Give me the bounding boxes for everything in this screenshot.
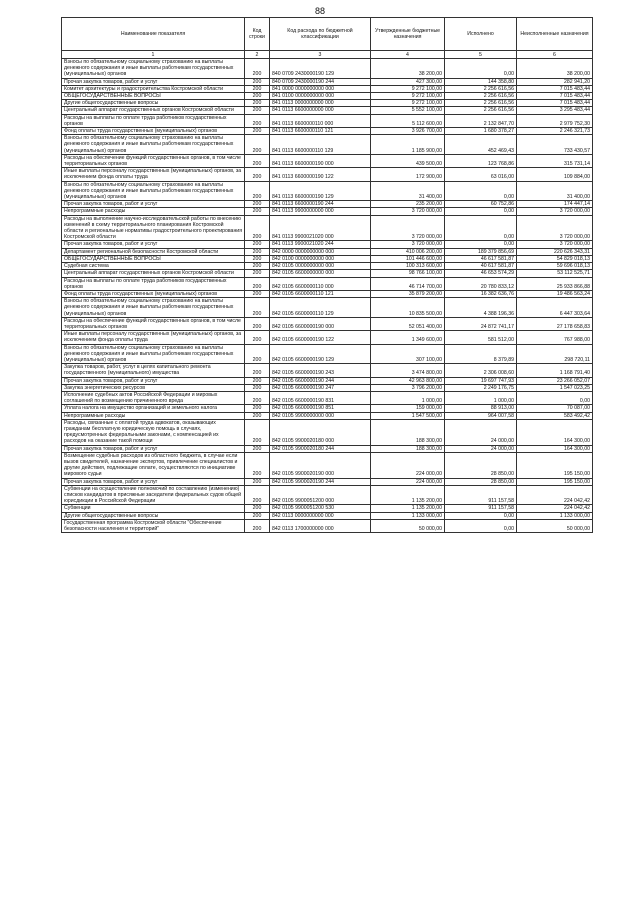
row-approved: 3 926 700,00 bbox=[371, 128, 445, 135]
row-unexecuted: 298 720,11 bbox=[517, 344, 593, 364]
row-unexecuted: 59 696 018,13 bbox=[517, 263, 593, 270]
row-executed: 0,00 bbox=[445, 519, 517, 532]
row-approved: 98 766 100,00 bbox=[371, 270, 445, 277]
table-row bbox=[62, 128, 593, 135]
row-classification-code: 842 0105 6600000190 243 bbox=[270, 364, 371, 377]
row-name: Прочая закупка товаров, работ и услуг bbox=[62, 201, 245, 208]
row-unexecuted: 2 979 752,30 bbox=[517, 114, 593, 127]
table-row bbox=[62, 364, 593, 377]
row-unexecuted: 174 447,14 bbox=[517, 201, 593, 208]
table-row bbox=[62, 391, 593, 404]
row-classification-code: 841 0113 6600000110 000 bbox=[270, 114, 371, 127]
row-executed: 1 000,00 bbox=[445, 391, 517, 404]
row-name: Взносы по обязательному социальному страхованию на выплаты денежного содержания и иные выплаты работникам государственных (муниципальных) органов bbox=[62, 181, 245, 201]
row-executed: 2 256 616,56 bbox=[445, 85, 517, 92]
table-row bbox=[62, 154, 593, 167]
row-executed: 24 000,00 bbox=[445, 445, 517, 452]
table-row bbox=[62, 168, 593, 181]
row-classification-code: 841 0113 0000000000 000 bbox=[270, 100, 371, 107]
table-row bbox=[62, 478, 593, 485]
row-line-code: 200 bbox=[245, 384, 270, 391]
row-classification-code: 840 0709 2430000190 244 bbox=[270, 78, 371, 85]
row-name: Непрограммные расходы bbox=[62, 208, 245, 215]
row-classification-code: 841 0113 9900000000 000 bbox=[270, 208, 371, 215]
row-line-code: 200 bbox=[245, 505, 270, 512]
row-unexecuted: 19 486 563,24 bbox=[517, 290, 593, 297]
header-number-4: 4 bbox=[371, 51, 445, 59]
table-row bbox=[62, 201, 593, 208]
row-unexecuted: 70 087,00 bbox=[517, 405, 593, 412]
row-executed: 2 256 616,56 bbox=[445, 100, 517, 107]
header-number-6: 6 bbox=[517, 51, 593, 59]
row-executed: 40 617 581,87 bbox=[445, 263, 517, 270]
row-classification-code: 840 0709 2430000190 129 bbox=[270, 59, 371, 79]
row-classification-code: 842 0105 9900000000 000 bbox=[270, 412, 371, 419]
row-line-code: 200 bbox=[245, 201, 270, 208]
page-number: 88 bbox=[314, 6, 325, 16]
row-unexecuted: 3 720 000,00 bbox=[517, 208, 593, 215]
row-executed: 0,00 bbox=[445, 59, 517, 79]
row-name: Прочая закупка товаров, работ и услуг bbox=[62, 377, 245, 384]
row-classification-code: 841 0100 0000000000 000 bbox=[270, 93, 371, 100]
table-row bbox=[62, 114, 593, 127]
row-approved: 1 135 200,00 bbox=[371, 505, 445, 512]
row-classification-code: 842 0113 0000000000 000 bbox=[270, 512, 371, 519]
row-line-code: 200 bbox=[245, 277, 270, 290]
row-name: Судебная система bbox=[62, 263, 245, 270]
table-row bbox=[62, 263, 593, 270]
row-classification-code: 842 0105 6600000190 000 bbox=[270, 317, 371, 330]
row-name: Исполнение судебных актов Российской Федерации и мировых соглашений по возмещению причиненного вреда bbox=[62, 391, 245, 404]
table-row bbox=[62, 135, 593, 155]
row-classification-code: 841 0113 6600000110 121 bbox=[270, 128, 371, 135]
table-row bbox=[62, 290, 593, 297]
row-approved: 172 900,00 bbox=[371, 168, 445, 181]
row-executed: 60 752,86 bbox=[445, 201, 517, 208]
row-unexecuted: 195 150,00 bbox=[517, 452, 593, 478]
row-approved: 100 313 600,00 bbox=[371, 263, 445, 270]
table-row bbox=[62, 452, 593, 478]
row-name: Расходы на выплаты по оплате труда работников государственных органов bbox=[62, 114, 245, 127]
row-classification-code: 842 0105 6600000190 831 bbox=[270, 391, 371, 404]
row-executed: 46 617 581,87 bbox=[445, 255, 517, 262]
row-unexecuted: 733 430,57 bbox=[517, 135, 593, 155]
row-executed: 0,00 bbox=[445, 512, 517, 519]
row-classification-code: 841 0113 9900021020 244 bbox=[270, 241, 371, 248]
row-approved: 235 200,00 bbox=[371, 201, 445, 208]
row-approved: 439 500,00 bbox=[371, 154, 445, 167]
row-executed: 0,00 bbox=[445, 181, 517, 201]
row-name: Иные выплаты персоналу государственных (муниципальных) органов, за исключением фонда оплаты труда bbox=[62, 168, 245, 181]
row-unexecuted: 38 200,00 bbox=[517, 59, 593, 79]
row-name: Департамент региональной безопасности Костромской области bbox=[62, 248, 245, 255]
row-unexecuted: 7 015 483,44 bbox=[517, 93, 593, 100]
row-line-code: 200 bbox=[245, 452, 270, 478]
row-executed: 4 388 196,36 bbox=[445, 298, 517, 318]
table-row bbox=[62, 505, 593, 512]
row-line-code: 200 bbox=[245, 208, 270, 215]
header-budget-classification: Код расхода по бюджетной классификации bbox=[270, 18, 371, 51]
table-row bbox=[62, 445, 593, 452]
table-row bbox=[62, 331, 593, 344]
table-row bbox=[62, 93, 593, 100]
row-line-code: 200 bbox=[245, 270, 270, 277]
row-unexecuted: 164 300,00 bbox=[517, 419, 593, 445]
row-executed: 2 249 176,75 bbox=[445, 384, 517, 391]
table-row bbox=[62, 419, 593, 445]
row-classification-code: 842 0105 6600000190 129 bbox=[270, 344, 371, 364]
row-executed: 0,00 bbox=[445, 241, 517, 248]
table-row bbox=[62, 270, 593, 277]
row-unexecuted: 1 168 791,40 bbox=[517, 364, 593, 377]
row-name: Комитет архитектуры и градостроительства Костромской области bbox=[62, 85, 245, 92]
row-unexecuted: 25 933 866,88 bbox=[517, 277, 593, 290]
row-name: Непрограммные расходы bbox=[62, 412, 245, 419]
row-unexecuted: 6 447 303,64 bbox=[517, 298, 593, 318]
row-approved: 427 300,00 bbox=[371, 78, 445, 85]
row-name: ОБЩЕГОСУДАРСТВЕННЫЕ ВОПРОСЫ bbox=[62, 93, 245, 100]
row-name: Взносы по обязательному социальному страхованию на выплаты денежного содержания и иные выплаты работникам государственных (муниципальных) органов bbox=[62, 298, 245, 318]
row-name: Закупка товаров, работ, услуг в целях капитального ремонта государственного (муниципального) имущества bbox=[62, 364, 245, 377]
row-approved: 1 185 900,00 bbox=[371, 135, 445, 155]
row-line-code: 200 bbox=[245, 241, 270, 248]
row-unexecuted: 583 492,42 bbox=[517, 412, 593, 419]
row-executed: 2 256 616,56 bbox=[445, 107, 517, 114]
row-unexecuted: 224 042,42 bbox=[517, 505, 593, 512]
table-row bbox=[62, 248, 593, 255]
row-classification-code: 842 0105 6600000190 247 bbox=[270, 384, 371, 391]
row-unexecuted: 27 178 658,83 bbox=[517, 317, 593, 330]
row-approved: 1 000,00 bbox=[371, 391, 445, 404]
header-executed: Исполнено bbox=[445, 18, 517, 51]
row-name: Центральный аппарат государственных органов Костромской области bbox=[62, 107, 245, 114]
row-name: Закупка энергетических ресурсов bbox=[62, 384, 245, 391]
row-unexecuted: 315 731,14 bbox=[517, 154, 593, 167]
row-name: Расходы на обеспечение функций государственных органов, в том числе территориальных органов bbox=[62, 317, 245, 330]
row-classification-code: 841 0113 6600000190 244 bbox=[270, 201, 371, 208]
row-name: Субвенции на осуществление полномочий по составлению (изменению) списков кандидатов в присяжные заседатели федеральных судов общей юрисдикции в Российской Федерации bbox=[62, 485, 245, 505]
row-approved: 410 006 200,00 bbox=[371, 248, 445, 255]
row-approved: 3 796 200,00 bbox=[371, 384, 445, 391]
row-unexecuted: 1 133 000,00 bbox=[517, 512, 593, 519]
row-name: Взносы по обязательному социальному страхованию на выплаты денежного содержания и иные выплаты работникам государственных (муниципальных) органов bbox=[62, 344, 245, 364]
row-approved: 3 474 800,00 bbox=[371, 364, 445, 377]
row-approved: 46 714 700,00 bbox=[371, 277, 445, 290]
row-line-code: 200 bbox=[245, 405, 270, 412]
row-unexecuted: 7 015 483,44 bbox=[517, 100, 593, 107]
row-approved: 9 272 100,00 bbox=[371, 85, 445, 92]
table-row bbox=[62, 208, 593, 215]
row-classification-code: 842 0105 6600000190 851 bbox=[270, 405, 371, 412]
table-row bbox=[62, 78, 593, 85]
row-line-code: 200 bbox=[245, 100, 270, 107]
row-executed: 144 358,80 bbox=[445, 78, 517, 85]
table-row bbox=[62, 85, 593, 92]
row-line-code: 200 bbox=[245, 485, 270, 505]
row-name: Прочая закупка товаров, работ и услуг bbox=[62, 445, 245, 452]
row-classification-code: 842 0000 0000000000 000 bbox=[270, 248, 371, 255]
row-unexecuted: 53 112 525,71 bbox=[517, 270, 593, 277]
row-line-code: 200 bbox=[245, 391, 270, 404]
row-executed: 452 469,43 bbox=[445, 135, 517, 155]
row-approved: 1 135 200,00 bbox=[371, 485, 445, 505]
row-unexecuted: 50 000,00 bbox=[517, 519, 593, 532]
row-approved: 224 000,00 bbox=[371, 478, 445, 485]
row-classification-code: 842 0105 9900020190 000 bbox=[270, 452, 371, 478]
row-unexecuted: 3 295 483,44 bbox=[517, 107, 593, 114]
row-executed: 24 872 741,17 bbox=[445, 317, 517, 330]
row-classification-code: 841 0113 6600000190 122 bbox=[270, 168, 371, 181]
row-executed: 1 680 378,27 bbox=[445, 128, 517, 135]
row-line-code: 200 bbox=[245, 290, 270, 297]
row-approved: 35 879 200,00 bbox=[371, 290, 445, 297]
row-name: Расходы, связанные с оплатой труда адвокатов, оказывающих гражданам бесплатную юридическую помощь в случаях, предусмотренных федеральными законами, с компенсацией их расходов на оказание такой помощи bbox=[62, 419, 245, 445]
row-executed: 2 256 616,56 bbox=[445, 93, 517, 100]
table-row bbox=[62, 298, 593, 318]
row-classification-code: 842 0105 6600000000 000 bbox=[270, 270, 371, 277]
table-row bbox=[62, 344, 593, 364]
row-line-code: 200 bbox=[245, 168, 270, 181]
row-approved: 38 200,00 bbox=[371, 59, 445, 79]
row-executed: 16 382 636,76 bbox=[445, 290, 517, 297]
table-row bbox=[62, 512, 593, 519]
row-classification-code: 841 0113 6600000110 129 bbox=[270, 135, 371, 155]
row-line-code: 200 bbox=[245, 128, 270, 135]
row-name: Возмещение судебных расходов из областного бюджета, в случае если вызов свидетелей, назначение экспертов, привлечение специалистов и другие действия, подлежащие оплате, осуществляются по инициативе мирового судьи bbox=[62, 452, 245, 478]
row-classification-code: 842 0113 1700000000 000 bbox=[270, 519, 371, 532]
row-executed: 8 379,89 bbox=[445, 344, 517, 364]
table-row bbox=[62, 241, 593, 248]
row-line-code: 200 bbox=[245, 419, 270, 445]
table-body bbox=[62, 59, 593, 533]
row-approved: 52 051 400,00 bbox=[371, 317, 445, 330]
row-line-code: 200 bbox=[245, 364, 270, 377]
row-classification-code: 842 0105 0000000000 000 bbox=[270, 263, 371, 270]
table-row bbox=[62, 317, 593, 330]
row-executed: 88 913,00 bbox=[445, 405, 517, 412]
row-classification-code: 842 0105 9900051200 530 bbox=[270, 505, 371, 512]
row-line-code: 200 bbox=[245, 412, 270, 419]
row-executed: 46 653 574,29 bbox=[445, 270, 517, 277]
row-name: Государственная программа Костромской области "Обеспечение безопасности населения и территорий" bbox=[62, 519, 245, 532]
row-unexecuted: 23 266 052,07 bbox=[517, 377, 593, 384]
row-approved: 10 835 500,00 bbox=[371, 298, 445, 318]
table-row bbox=[62, 255, 593, 262]
row-approved: 3 720 000,00 bbox=[371, 208, 445, 215]
row-approved: 224 000,00 bbox=[371, 452, 445, 478]
row-line-code: 200 bbox=[245, 114, 270, 127]
row-executed: 24 000,00 bbox=[445, 419, 517, 445]
row-classification-code: 842 0105 9900020190 244 bbox=[270, 478, 371, 485]
row-unexecuted: 7 015 483,44 bbox=[517, 85, 593, 92]
row-classification-code: 841 0113 6600000000 000 bbox=[270, 107, 371, 114]
row-unexecuted: 31 400,00 bbox=[517, 181, 593, 201]
table-row bbox=[62, 384, 593, 391]
table-row bbox=[62, 59, 593, 79]
row-name: Фонд оплаты труда государственных (муниципальных) органов bbox=[62, 128, 245, 135]
header-number-3: 3 bbox=[270, 51, 371, 59]
row-classification-code: 842 0105 6600000190 122 bbox=[270, 331, 371, 344]
row-name: Центральный аппарат государственных органов Костромской области bbox=[62, 270, 245, 277]
row-line-code: 200 bbox=[245, 317, 270, 330]
row-executed: 20 780 833,12 bbox=[445, 277, 517, 290]
row-line-code: 200 bbox=[245, 344, 270, 364]
row-line-code: 200 bbox=[245, 215, 270, 241]
row-executed: 28 850,00 bbox=[445, 452, 517, 478]
row-unexecuted: 767 988,00 bbox=[517, 331, 593, 344]
row-unexecuted: 0,00 bbox=[517, 391, 593, 404]
row-unexecuted: 195 150,00 bbox=[517, 478, 593, 485]
row-approved: 188 300,00 bbox=[371, 445, 445, 452]
row-executed: 28 850,00 bbox=[445, 478, 517, 485]
row-line-code: 200 bbox=[245, 107, 270, 114]
row-classification-code: 842 0105 6600000110 121 bbox=[270, 290, 371, 297]
table-row bbox=[62, 107, 593, 114]
row-name: Субвенции bbox=[62, 505, 245, 512]
row-line-code: 200 bbox=[245, 298, 270, 318]
row-approved: 1 547 500,00 bbox=[371, 412, 445, 419]
row-approved: 159 000,00 bbox=[371, 405, 445, 412]
table-row bbox=[62, 405, 593, 412]
row-line-code: 200 bbox=[245, 377, 270, 384]
row-line-code: 200 bbox=[245, 478, 270, 485]
row-executed: 123 768,86 bbox=[445, 154, 517, 167]
row-approved: 50 000,00 bbox=[371, 519, 445, 532]
row-approved: 5 112 600,00 bbox=[371, 114, 445, 127]
row-classification-code: 842 0105 9900020180 244 bbox=[270, 445, 371, 452]
row-line-code: 200 bbox=[245, 248, 270, 255]
row-classification-code: 841 0113 6600000190 129 bbox=[270, 181, 371, 201]
row-executed: 911 157,58 bbox=[445, 485, 517, 505]
row-name: Другие общегосударственные вопросы bbox=[62, 100, 245, 107]
header-indicator-name: Наименование показателя bbox=[62, 18, 245, 51]
row-name: Прочая закупка товаров, работ и услуг bbox=[62, 78, 245, 85]
row-approved: 1 349 600,00 bbox=[371, 331, 445, 344]
row-executed: 189 379 856,69 bbox=[445, 248, 517, 255]
row-approved: 9 272 100,00 bbox=[371, 93, 445, 100]
row-unexecuted: 282 941,20 bbox=[517, 78, 593, 85]
row-classification-code: 841 0113 6600000190 000 bbox=[270, 154, 371, 167]
header-number-2: 2 bbox=[245, 51, 270, 59]
row-line-code: 200 bbox=[245, 78, 270, 85]
row-executed: 19 697 747,93 bbox=[445, 377, 517, 384]
row-executed: 581 512,00 bbox=[445, 331, 517, 344]
row-approved: 42 963 800,00 bbox=[371, 377, 445, 384]
row-executed: 911 157,58 bbox=[445, 505, 517, 512]
row-line-code: 200 bbox=[245, 59, 270, 79]
row-approved: 3 720 000,00 bbox=[371, 215, 445, 241]
row-unexecuted: 2 246 321,73 bbox=[517, 128, 593, 135]
row-executed: 964 007,58 bbox=[445, 412, 517, 419]
row-unexecuted: 220 626 343,31 bbox=[517, 248, 593, 255]
row-unexecuted: 1 547 023,25 bbox=[517, 384, 593, 391]
row-line-code: 200 bbox=[245, 519, 270, 532]
row-name: ОБЩЕГОСУДАРСТВЕННЫЕ ВОПРОСЫ bbox=[62, 255, 245, 262]
header-number-5: 5 bbox=[445, 51, 517, 59]
row-approved: 9 272 100,00 bbox=[371, 100, 445, 107]
table-row bbox=[62, 277, 593, 290]
row-line-code: 200 bbox=[245, 331, 270, 344]
row-executed: 0,00 bbox=[445, 215, 517, 241]
row-unexecuted: 164 300,00 bbox=[517, 445, 593, 452]
table-row bbox=[62, 485, 593, 505]
row-approved: 188 300,00 bbox=[371, 419, 445, 445]
row-classification-code: 842 0100 0000000000 000 bbox=[270, 255, 371, 262]
header-approved: Утвержденные бюджетные назначения bbox=[371, 18, 445, 51]
row-line-code: 200 bbox=[245, 154, 270, 167]
row-line-code: 200 bbox=[245, 85, 270, 92]
row-approved: 31 400,00 bbox=[371, 181, 445, 201]
row-unexecuted: 3 720 000,00 bbox=[517, 241, 593, 248]
table-row bbox=[62, 215, 593, 241]
row-name: Уплата налога на имущество организаций и земельного налога bbox=[62, 405, 245, 412]
row-name: Расходы на выполнение научно-исследовательской работы по внесению изменений в схему территориального планирования Костромской области и региональные нормативы градостроительного проектирования Костромской области bbox=[62, 215, 245, 241]
row-line-code: 200 bbox=[245, 512, 270, 519]
table-row bbox=[62, 519, 593, 532]
row-unexecuted: 3 720 000,00 bbox=[517, 215, 593, 241]
row-line-code: 200 bbox=[245, 445, 270, 452]
row-classification-code: 842 0105 6600000190 244 bbox=[270, 377, 371, 384]
row-approved: 307 100,00 bbox=[371, 344, 445, 364]
row-executed: 63 016,00 bbox=[445, 168, 517, 181]
row-name: Взносы по обязательному социальному страхованию на выплаты денежного содержания и иные выплаты работникам государственных (муниципальных) органов bbox=[62, 59, 245, 79]
row-executed: 2 132 847,70 bbox=[445, 114, 517, 127]
table-row bbox=[62, 377, 593, 384]
table-row bbox=[62, 412, 593, 419]
header-line-code: Код строки bbox=[245, 18, 270, 51]
row-classification-code: 841 0113 9900021020 000 bbox=[270, 215, 371, 241]
row-approved: 1 133 000,00 bbox=[371, 512, 445, 519]
row-name: Расходы на обеспечение функций государственных органов, в том числе территориальных органов bbox=[62, 154, 245, 167]
row-line-code: 200 bbox=[245, 135, 270, 155]
row-name: Прочая закупка товаров, работ и услуг bbox=[62, 478, 245, 485]
table-row bbox=[62, 181, 593, 201]
row-executed: 2 306 008,60 bbox=[445, 364, 517, 377]
row-classification-code: 842 0105 6600000110 129 bbox=[270, 298, 371, 318]
row-name: Расходы на выплаты по оплате труда работников государственных органов bbox=[62, 277, 245, 290]
row-unexecuted: 224 042,42 bbox=[517, 485, 593, 505]
row-classification-code: 842 0105 9900051200 000 bbox=[270, 485, 371, 505]
row-line-code: 200 bbox=[245, 181, 270, 201]
row-name: Иные выплаты персоналу государственных (муниципальных) органов, за исключением фонда оплаты труда bbox=[62, 331, 245, 344]
header-unexecuted: Неисполненные назначения bbox=[517, 18, 593, 51]
row-approved: 5 552 100,00 bbox=[371, 107, 445, 114]
header-number-1: 1 bbox=[62, 51, 245, 59]
row-name: Взносы по обязательному социальному страхованию на выплаты денежного содержания и иные выплаты работникам государственных (муниципальных) органов bbox=[62, 135, 245, 155]
row-line-code: 200 bbox=[245, 255, 270, 262]
row-classification-code: 842 0105 6600000110 000 bbox=[270, 277, 371, 290]
row-executed: 0,00 bbox=[445, 208, 517, 215]
row-name: Прочая закупка товаров, работ и услуг bbox=[62, 241, 245, 248]
row-approved: 101 446 600,00 bbox=[371, 255, 445, 262]
row-unexecuted: 109 884,00 bbox=[517, 168, 593, 181]
row-unexecuted: 54 829 018,13 bbox=[517, 255, 593, 262]
row-line-code: 200 bbox=[245, 263, 270, 270]
row-approved: 3 720 000,00 bbox=[371, 241, 445, 248]
row-name: Фонд оплаты труда государственных (муниципальных) органов bbox=[62, 290, 245, 297]
table-row bbox=[62, 100, 593, 107]
row-name: Другие общегосударственные вопросы bbox=[62, 512, 245, 519]
budget-execution-table bbox=[61, 17, 593, 533]
row-classification-code: 842 0105 9900020180 000 bbox=[270, 419, 371, 445]
row-classification-code: 841 0000 0000000000 000 bbox=[270, 85, 371, 92]
row-line-code: 200 bbox=[245, 93, 270, 100]
